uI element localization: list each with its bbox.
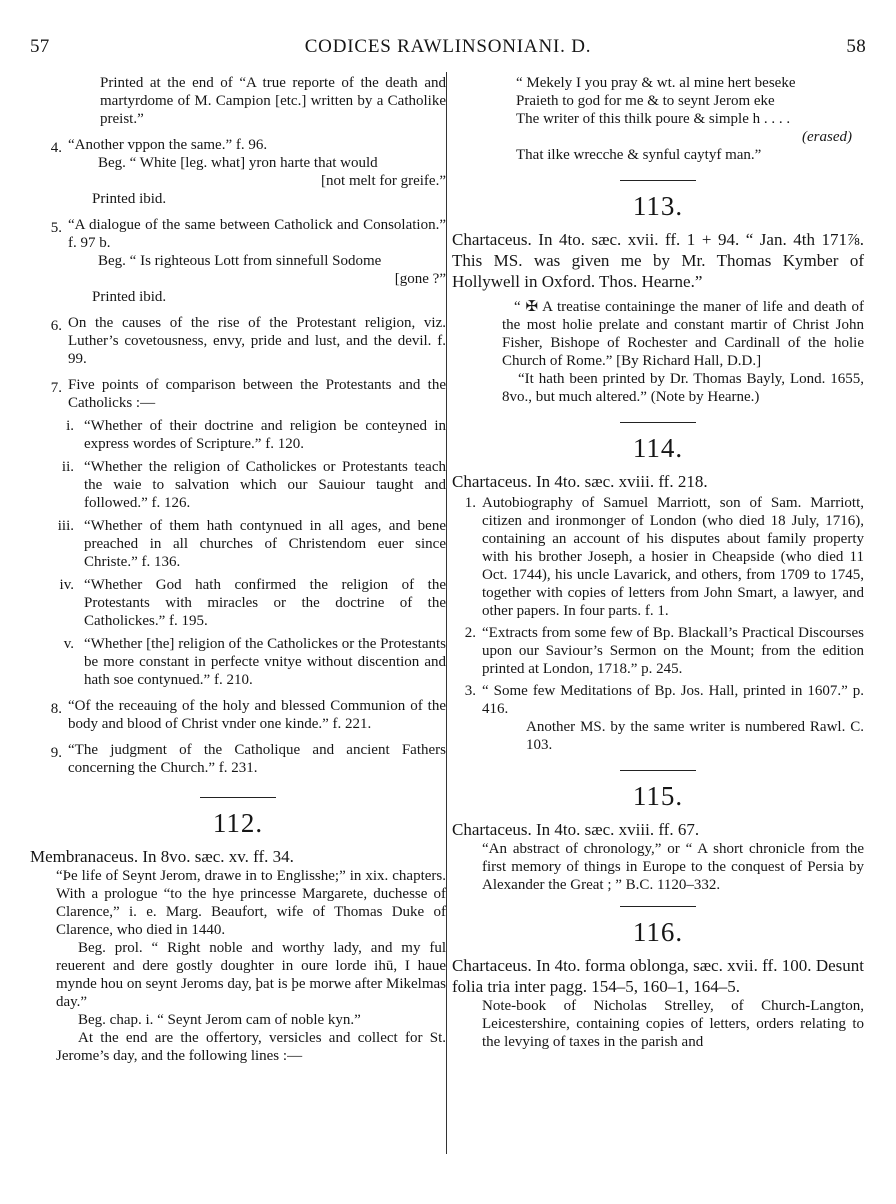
manuscript-number: 113. [632,191,684,221]
column-divider [446,72,447,1154]
sub-item: v. “Whether [the] religion of the Catholickes or the Protestants be more constant in perfecte vnitye without discention and hath soe contynued.” f. 210. [63,636,446,688]
page-number-left: 57 [30,36,50,57]
section-rule [620,422,696,423]
left-column [30,74,446,1065]
manuscript-description: Chartaceus. In 4to. sæc. xvii. ff. 1 + 94. “ Jan. 4th 171⅞. This MS. was given me by Mr. Thomas Kymber of Hollywell in Oxford. Thos. Hearne.” [452,230,864,291]
list-item: 3. “ Some few Meditations of Bp. Jos. Hall, printed in 1607.” p. 416. Another MS. by the same writer is numbered Rawl. C. 103. [464,683,864,753]
sub-item: ii. “Whether the religion of Catholickes or Protestants teach the waie to salvation which our Sauiour taught and followed.” f. 126. [61,459,446,511]
manuscript-body: Note-book of Nicholas Strelley, of Church-Langton, Leicestershire, containing copies of letters, orders relating to the levying of taxes in the parish and [482,998,864,1050]
verse-block: “ Mekely I you pray & wt. al mine hert beseke Praieth to god for me & to seynt Jerom eke The writer of this thilk poure & simple h . . . . (erased) That ilke wrecche & synful caytyf man.” [516,75,852,163]
intro-paragraph: Printed at the end of “A true reporte of the death and martyrdome of M. Campion [etc.] written by a Catholike preist.” [100,75,446,127]
manuscript-number: 116. [632,917,684,947]
section-rule [620,906,696,907]
section-rule [200,797,276,798]
sub-item: iii. “Whether of them hath contynued in all ages, and bene preached in all churches of Christendom euer since Christe.” f. 136. [57,518,446,570]
list-item: 1. Autobiography of Samuel Marriott, son of Sam. Marriott, citizen and ironmonger of London (who died 18 July, 1716), containing an account of his disputes about family property with his brother Joseph, a hosier in Cheapside (who died 11 Oct. 1744), his uncle Lavarick, and others, from 1709 to 1745, together with copies of letters from John Smart, a lawyer, and other papers. In four parts. f. 1. [464,495,864,619]
list-item: 7. Five points of comparison between the Protestants and the Catholicks :— [50,377,446,411]
manuscript-number: 112. [212,808,264,838]
manuscript-description: Membranaceus. In 8vo. sæc. xv. ff. 34. [30,847,294,866]
manuscript-body: “ ✠ A treatise containinge the maner of life and death of the most holie prelate and constant martir of Christ John Fisher, Bishope of Rochester and Cardinall of the holie Church of Rome.” [By Richard Hall, D.D.] “It hath been printed by Dr. Thomas Bayly, Lond. 1655, 8vo., but much altered.” (Note by Hearne.) [502,299,864,405]
section-rule [620,770,696,771]
list-item: 8. “Of the receauing of the holy and blessed Communion of the body and blood of Christ vnder one kinde.” f. 221. [50,698,446,732]
manuscript-description: Chartaceus. In 4to. sæc. xviii. ff. 67. [452,820,700,839]
page-number-right: 58 [846,36,866,57]
manuscript-description: Chartaceus. In 4to. sæc. xviii. ff. 218. [452,472,708,491]
manuscript-number: 114. [632,433,684,463]
running-title: CODICES RAWLINSONIANI. D. [304,36,592,57]
manuscript-description: Chartaceus. In 4to. forma oblonga, sæc. xvii. ff. 100. Desunt folia tria inter pagg. 154–5, 160–1, 164–5. [452,956,864,996]
right-column [452,74,864,1051]
page-header [30,36,866,64]
sub-item: i. “Whether of their doctrine and religion be conteyned in express wordes of Scripture.” f. 120. [66,418,446,452]
list-item: 6. On the causes of the rise of the Protestant religion, viz. Luther’s covetousness, envy, pride and lust, and the devil. f. 99. [50,315,446,367]
section-rule [620,180,696,181]
manuscript-body: “An abstract of chronology,” or “ A short chronicle from the first memory of things in Europe to the conquest of Persia by Alexander the Great ; ” B.C. 1120–332. [482,841,864,893]
list-item: 4. “Another vppon the same.” f. 96. Beg. “ White [leg. what] yron harte that would [not melt for greife.” Printed ibid. [50,137,446,207]
list-item: 2. “Extracts from some few of Bp. Blackall’s Practical Discourses upon our Saviour’s Sermon on the Mount; from the edition printed at London, 1718.” p. 245. [464,625,864,677]
manuscript-body: “Þe life of Seynt Jerom, drawe in to Englisshe;” in xix. chapters. With a prologue “to the hye princesse Margarete, duchesse of Clarence,” i. e. Marg. Beaufort, wife of Thomas Duke of Clarence, who died in 1440. Beg. prol. “ Right noble and worthy lady, and my ful reuerent and dere gostly doughter in oure lorde ihū, I haue mynde hou on seynt Jeroms day, þat is þe morwe after Mikelmas day.” Beg. chap. i. “ Seynt Jerom cam of noble kyn.” At the end are the offertory, versicles and collect for St. Jerome’s day, and the following lines :— [56,868,446,1064]
list-item: 9. “The judgment of the Catholique and ancient Fathers concerning the Church.” f. 231. [50,742,446,776]
list-item: 5. “A dialogue of the same between Catholick and Consolation.” f. 97 b. Beg. “ Is righteous Lott from sinnefull Sodome [gone ?” Printed ibid. [50,217,446,305]
manuscript-number: 115. [632,781,684,811]
sub-item: iv. “Whether God hath confirmed the religion of the Protestants with miracles or the doctrine of the Catholickes.” f. 195. [59,577,446,629]
